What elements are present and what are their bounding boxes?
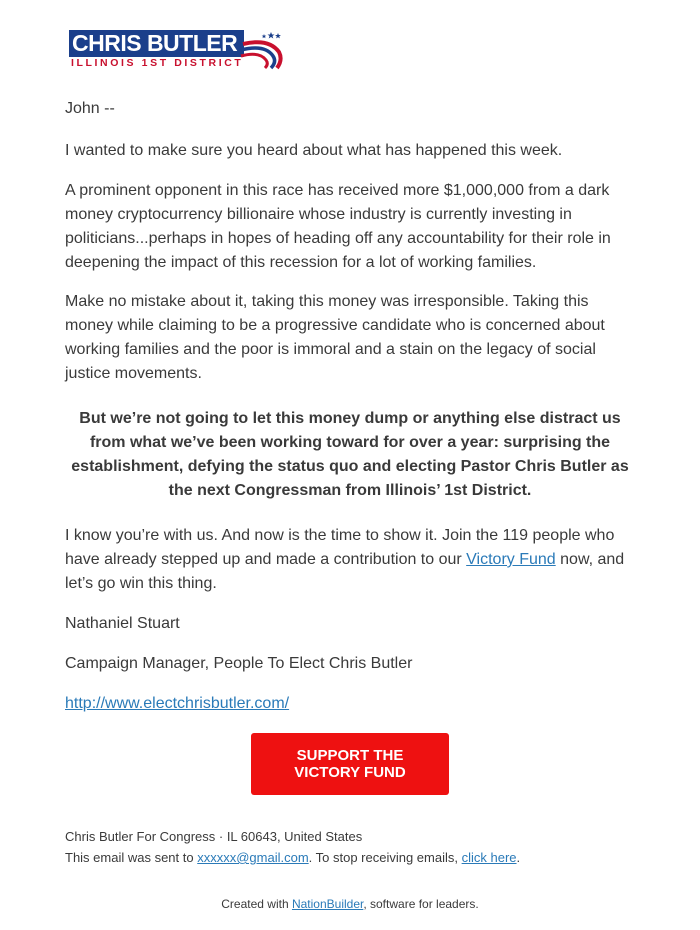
paragraph-call-to-action: [65, 524, 637, 596]
unsubscribe-suffix: .: [516, 850, 521, 865]
paragraph-bold-statement: But we’re not going to let this money dump or anything else distract us from what we’ve been working toward for over a year: surprising the establishment, defying the status quo and electing Pastor Chris Butler as the next Congressman from Illinois’ 1st District.: [71, 410, 629, 499]
logo-subtitle: ILLINOIS 1ST DISTRICT: [71, 57, 244, 69]
signature-title: Campaign Manager, People To Elect Chris Butler: [65, 655, 413, 672]
paragraph-intro: I wanted to make sure you heard about what has happened this week.: [65, 142, 563, 159]
created-with-line: [0, 895, 700, 913]
support-victory-fund-button[interactable]: [251, 733, 449, 795]
campaign-logo: [69, 30, 285, 72]
greeting: John --: [65, 100, 115, 117]
support-button-label: SUPPORT THE VICTORY FUND: [294, 747, 406, 781]
sent-to-prefix: This email was sent to: [65, 850, 198, 865]
recipient-email-link[interactable]: xxxxxx@gmail.com: [197, 850, 309, 865]
created-with-suffix: , software for leaders.: [363, 897, 479, 911]
email-footer: [65, 826, 645, 868]
cta-text-after: now, and let’s go win this thing.: [65, 551, 625, 592]
unsubscribe-prefix: . To stop receiving emails,: [308, 850, 462, 865]
website-line: [65, 692, 637, 716]
nationbuilder-link[interactable]: NationBuilder: [291, 897, 364, 911]
paragraph-irresponsible: Make no mistake about it, taking this money was irresponsible. Taking this money while claiming to be a progressive candidate who is concerned about working families and the poor is immoral and a stain on the legacy of social justice movements.: [65, 293, 605, 382]
paragraph-opponent: A prominent opponent in this race has received more $1,000,000 from a dark money cryptocurrency billionaire whose industry is currently investing in politicians...perhaps in hopes of heading off any accountability for their role in deepening the impact of this recession for a lot of working families.: [65, 182, 611, 271]
flag-swoosh-icon: [239, 30, 285, 70]
footer-sent-to: [65, 847, 645, 868]
website-link[interactable]: http://www.electchrisbutler.com/: [65, 695, 290, 712]
created-with-prefix: Created with: [221, 897, 292, 911]
unsubscribe-link[interactable]: click here: [461, 850, 517, 865]
footer-address: Chris Butler For Congress · IL 60643, United States: [65, 829, 363, 844]
cta-text-before: I know you’re with us. And now is the time to show it. Join the 119 people who have already stepped up and made a contribution to our: [65, 527, 615, 568]
victory-fund-link[interactable]: Victory Fund: [466, 551, 556, 568]
signature-name: Nathaniel Stuart: [65, 615, 180, 632]
logo-name: CHRIS BUTLER: [69, 30, 244, 57]
